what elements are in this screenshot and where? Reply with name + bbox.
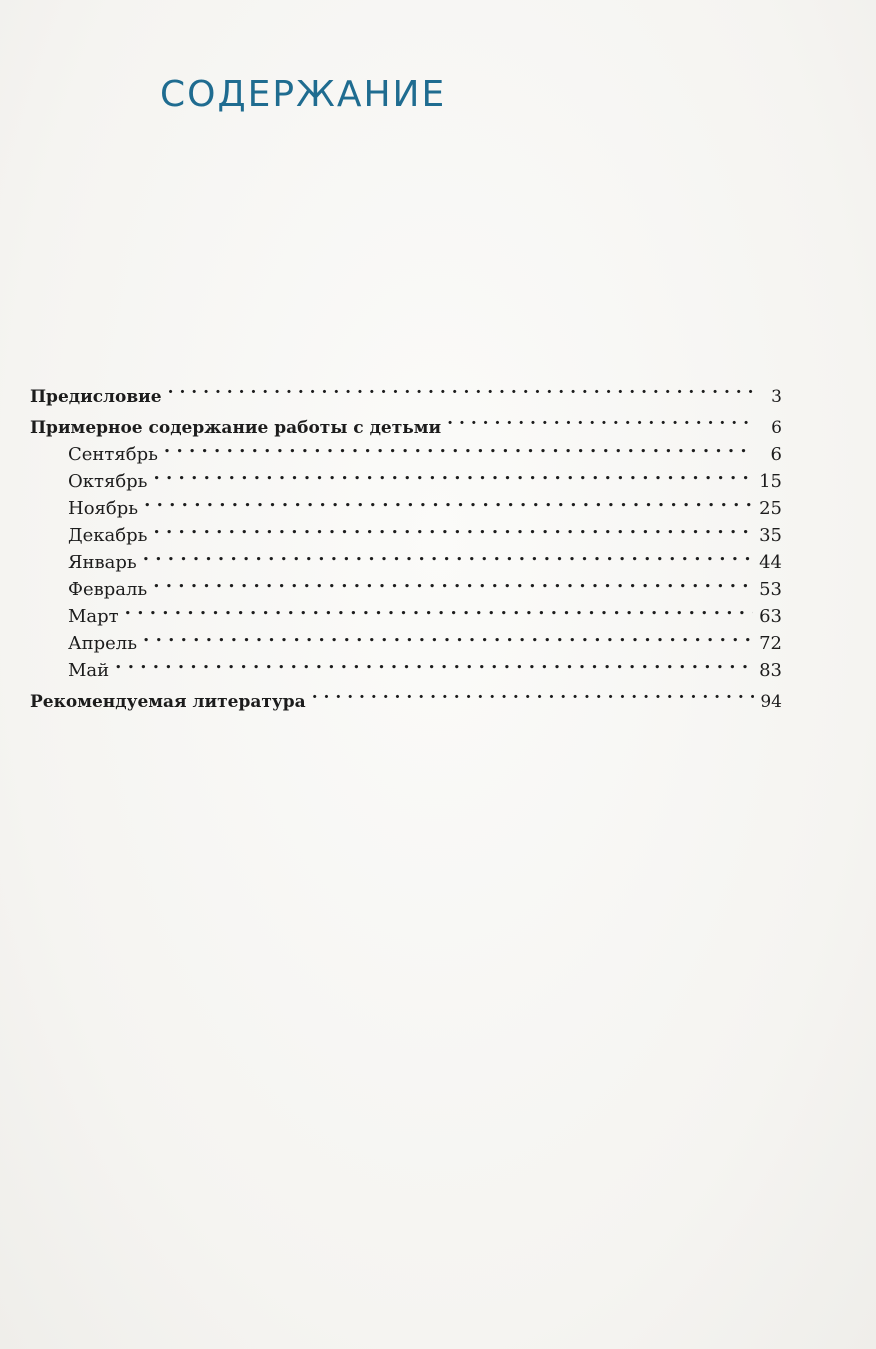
toc-entry-page: 35 — [759, 525, 782, 546]
toc-entry — [30, 622, 782, 654]
toc-entry-title: Предисловие — [30, 387, 162, 407]
toc-entry-title: Ноябрь — [68, 498, 139, 519]
toc-entry — [30, 460, 782, 492]
toc-entry — [30, 680, 782, 712]
toc-entry-page: 6 — [770, 444, 782, 465]
page-title: СОДЕРЖАНИЕ — [160, 74, 447, 115]
toc-entry — [30, 487, 782, 519]
table-of-contents — [30, 375, 782, 712]
toc-entry-page: 15 — [759, 471, 782, 492]
toc-entry-title: Октябрь — [68, 471, 148, 492]
toc-entry — [30, 514, 782, 546]
dot-leader — [153, 460, 753, 487]
dot-leader — [168, 375, 754, 402]
dot-leader — [115, 649, 753, 676]
dot-leader — [125, 595, 753, 622]
dot-leader — [447, 406, 754, 433]
toc-entry-title: Сентябрь — [68, 444, 158, 465]
toc-entry-page: 94 — [760, 692, 782, 712]
toc-entry-page: 25 — [759, 498, 782, 519]
toc-entry-page: 72 — [759, 633, 782, 654]
dot-leader — [144, 487, 753, 514]
show-through-text — [90, 228, 100, 263]
toc-entry-title: Май — [68, 660, 110, 681]
toc-entry-page: 63 — [759, 606, 782, 627]
toc-entry-title: Примерное содержание работы с детьми — [30, 418, 442, 438]
toc-entry-page: 53 — [759, 579, 782, 600]
dot-leader — [143, 622, 753, 649]
toc-entry — [30, 649, 782, 681]
dot-leader — [153, 568, 753, 595]
dot-leader — [164, 433, 754, 460]
toc-entry-title: Декабрь — [68, 525, 148, 546]
dot-leader — [153, 514, 753, 541]
dot-leader — [312, 680, 754, 707]
toc-entry-title: Март — [68, 606, 119, 627]
toc-entry — [30, 595, 782, 627]
toc-entry — [30, 433, 782, 465]
toc-entry — [30, 375, 782, 407]
toc-entry-page: 44 — [759, 552, 782, 573]
dot-leader — [143, 541, 753, 568]
toc-entry-title: Апрель — [68, 633, 138, 654]
toc-entry-page: 3 — [771, 387, 782, 407]
toc-entry-page: 6 — [771, 418, 782, 438]
toc-entry — [30, 406, 782, 438]
toc-entry-page: 83 — [759, 660, 782, 681]
toc-entry — [30, 541, 782, 573]
toc-entry-title: Февраль — [68, 579, 148, 600]
toc-entry-title: Январь — [68, 552, 137, 573]
toc-entry — [30, 568, 782, 600]
toc-entry-title: Рекомендуемая литература — [30, 692, 306, 712]
